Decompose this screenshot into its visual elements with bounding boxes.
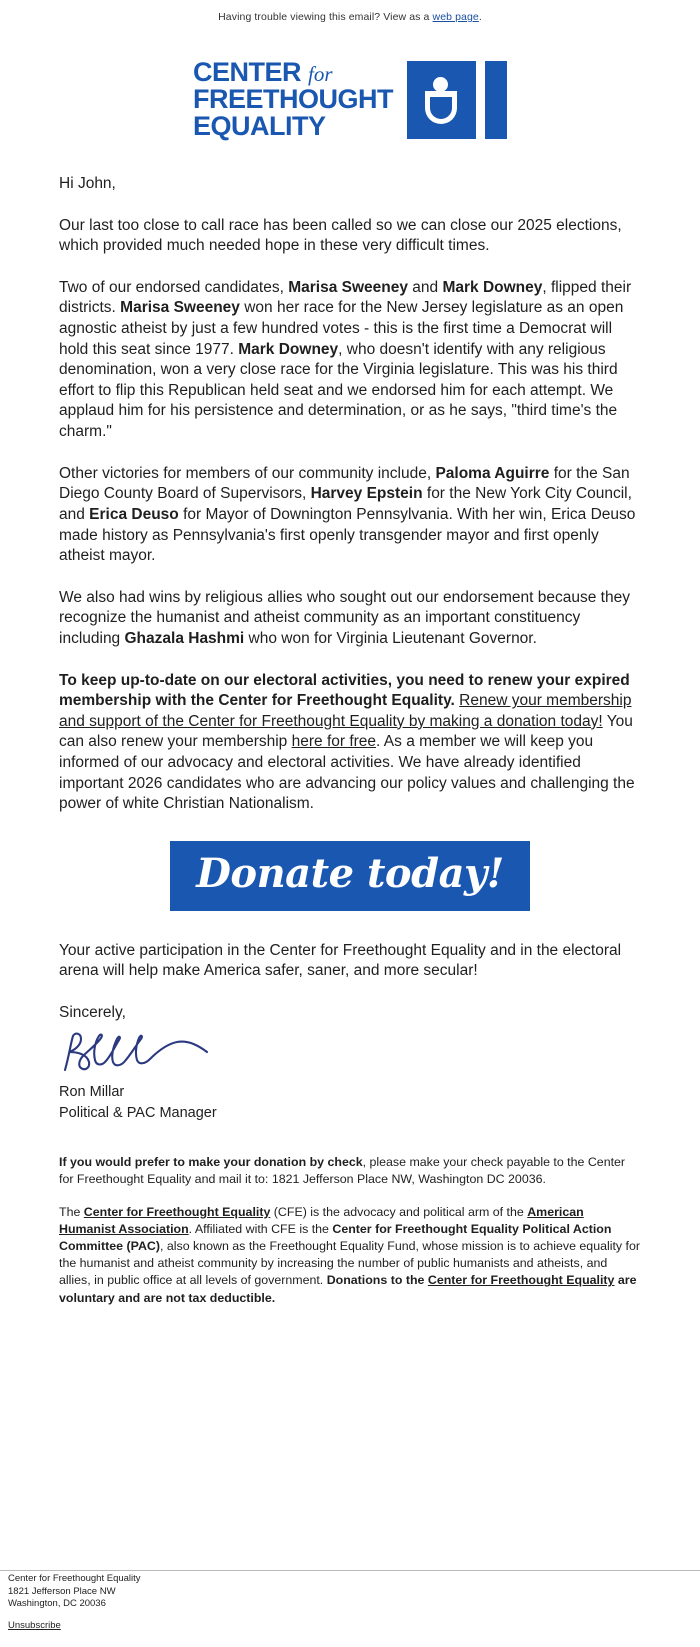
p2-s2: and: [407, 278, 443, 296]
email-body: [0, 174, 700, 1307]
logo-equality-text: EQUALITY: [193, 111, 326, 141]
p2-s3: , flipped their districts.: [59, 278, 632, 317]
p4-b1: Ghazala Hashmi: [124, 629, 245, 647]
p4-s1: We also had wins by religious allies who sought out our endorsement because they recognize the humanist and atheist community as an important constituency including: [59, 588, 630, 647]
preheader: [0, 0, 700, 29]
disc-s4: , also known as the Freethought Equality Fund, whose mission is to achieve equality for the humanist and atheist community by increasing the number of public humanists and atheists, and allies, in public office at all levels of government.: [59, 1239, 641, 1288]
logo-line-1: [193, 59, 393, 86]
closing-salutation: Sincerely,: [59, 1004, 126, 1022]
p2-b3: Marisa Sweeney: [120, 299, 240, 317]
cfe-link-label: Center for Freethought Equality: [83, 1205, 271, 1220]
paragraph-intro: Our last too close to call race has been called so we can close our 2025 elections, which provided much needed hope in these very difficult times.: [59, 216, 622, 255]
footer-address-line1: 1821 Jefferson Place NW: [8, 1585, 116, 1597]
logo-center-text: CENTER: [193, 57, 302, 87]
disc-s1: The: [59, 1205, 84, 1220]
p5-s1: You can also renew your membership: [59, 712, 633, 751]
p2-s5: , who doesn't identify with any religious denomination, won a very close race for the Virginia legislature. This was his third effort to flip this Republican held seat and we endorsed him for each attempt. We applaud him for his persistence and determination, or as he says, "third time's the charm.": [59, 340, 618, 441]
donate-button-container: [59, 841, 641, 911]
logo-header: [0, 59, 700, 140]
p3-s1: Other victories for members of our community include,: [59, 464, 436, 482]
cfe-link-2-label: Center for Freethought Equality: [427, 1273, 615, 1288]
p3-s3: for the New York City Council, and: [59, 485, 632, 523]
renew-membership-donation-link[interactable]: Renew your membership and support of the Center for Freethought Equality by making a donation today!: [59, 692, 632, 730]
check-donation-note: [59, 1154, 641, 1188]
fine-print: [59, 1154, 641, 1307]
paragraph-membership-renewal: [59, 671, 641, 815]
logo-person-head: [433, 77, 448, 92]
logo-figure-icon: [407, 61, 507, 139]
p2-b4: Mark Downey: [238, 340, 339, 358]
check-note-bold: If you would prefer to make your donation by check: [59, 1154, 363, 1169]
p3-s2: for the San Diego County Board of Supervisors,: [59, 464, 630, 503]
footer-address-line2: Washington, DC 20036: [8, 1598, 106, 1610]
preheader-text-before: Having trouble viewing this email? View as a: [218, 11, 433, 23]
donate-today-button[interactable]: Donate today!: [170, 841, 530, 911]
paragraph-endorsed-candidates: [59, 278, 641, 443]
paragraph-other-victories: [59, 464, 641, 567]
p3-s4: for Mayor of Downington Pennsylvania. With her win, Erica Deuso made history as Pennsylvania's first openly transgender mayor and first openly atheist mayor.: [59, 505, 636, 565]
disc-s3: . Affiliated with CFE is the: [188, 1222, 333, 1237]
paragraph-religious-allies: [59, 588, 641, 650]
organization-disclosure: [59, 1204, 641, 1307]
paragraph-participation: Your active participation in the Center for Freethought Equality and in the electoral arena will help make America safer, saner, and more secular!: [59, 941, 622, 980]
aha-link-label: American Humanist Association: [59, 1205, 584, 1237]
cfe-logo[interactable]: [193, 59, 507, 140]
unsubscribe-link[interactable]: Unsubscribe: [8, 1620, 61, 1632]
sender-title: Political & PAC Manager: [59, 1105, 217, 1122]
greeting: Hi John,: [59, 175, 116, 192]
signature-image: [57, 1030, 217, 1074]
p5-b1: To keep up-to-date on our electoral activities, you need to renew your expired membership with the Center for Freethought Equality.: [59, 671, 630, 710]
p5-s2: . As a member we will keep you informed of our advocacy and electoral activities. We have already identified important 2026 candidates who are advancing our policy values and challenging the power of white Christian Nationalism.: [59, 733, 635, 813]
p3-b2: Harvey Epstein: [310, 485, 423, 503]
p2-s4: won her race for the New Jersey legislature as an open agnostic atheist by just a few hundred votes - this is the first time a Democrat will hold this seat since 1977.: [59, 299, 624, 358]
logo-person-body: [425, 94, 457, 124]
p2-b2: Mark Downey: [442, 278, 543, 296]
p2-b1: Marisa Sweeney: [288, 278, 408, 296]
p2-s1: Two of our endorsed candidates,: [59, 278, 289, 296]
logo-slot-edge: [494, 61, 507, 139]
view-web-page-link[interactable]: web page: [432, 11, 479, 23]
email-footer: [8, 1573, 141, 1633]
disc-b3: are voluntary and are not tax deductible.: [59, 1273, 637, 1305]
p3-b3: Erica Deuso: [89, 505, 179, 523]
logo-freethought-text: FREETHOUGHT: [193, 84, 393, 114]
check-note-text: , please make your check payable to the Center for Freethought Equality and mail it to: 1821 Jefferson Place NW, Washington DC 20036.: [59, 1154, 626, 1186]
disc-b2: Donations to the: [326, 1273, 428, 1288]
renew-free-link[interactable]: here for free: [291, 733, 377, 751]
cfe-link-2[interactable]: [428, 1273, 615, 1287]
footer-org: Center for Freethought Equality: [8, 1572, 141, 1584]
preheader-text-after: .: [478, 11, 482, 23]
cfe-link[interactable]: [84, 1205, 271, 1219]
disc-s2: (CFE) is the advocacy and political arm of the: [270, 1205, 528, 1220]
logo-for-text: for: [308, 62, 333, 86]
logo-wordmark: [193, 59, 393, 140]
footer-divider: [0, 1570, 700, 1571]
logo-slot: [476, 61, 485, 139]
p3-b1: Paloma Aguirre: [435, 464, 550, 482]
sender-name: Ron Millar: [59, 1083, 125, 1100]
disc-b1: Center for Freethought Equality Political Action Committee (PAC): [59, 1222, 612, 1254]
p4-s2: who won for Virginia Lieutenant Governor.: [244, 629, 537, 647]
